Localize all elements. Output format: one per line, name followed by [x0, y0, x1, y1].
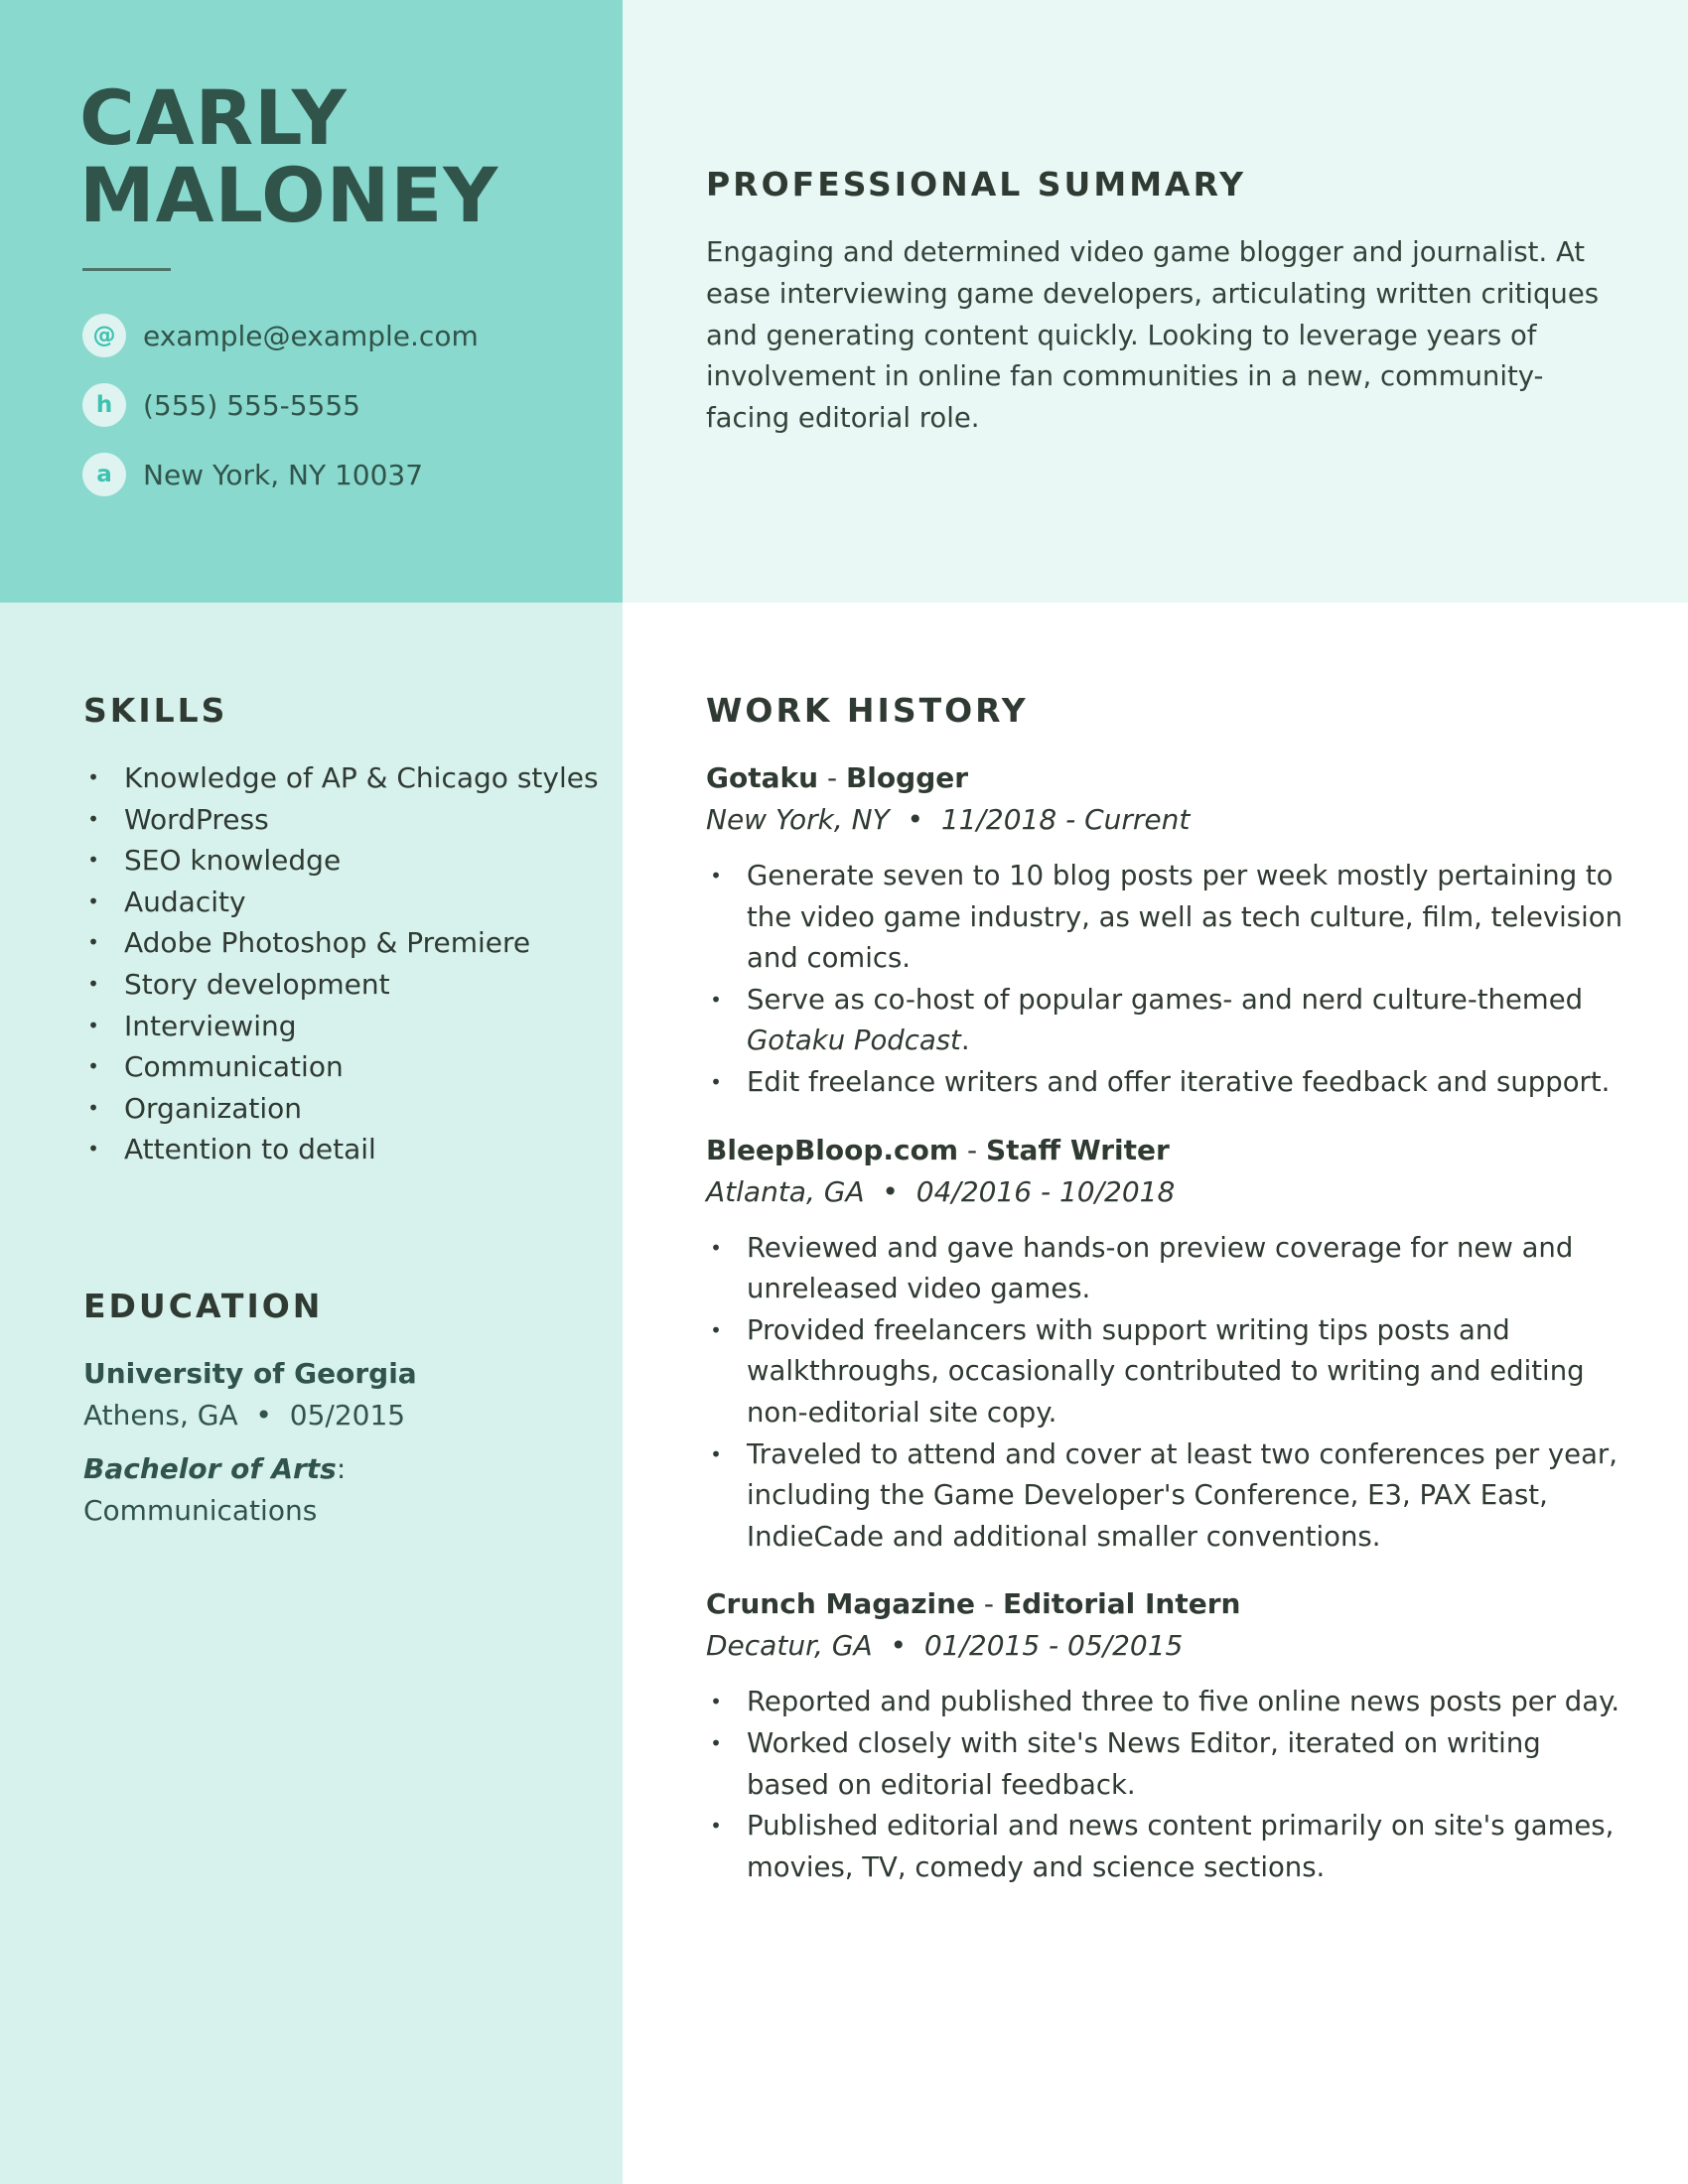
company-name: Crunch Magazine: [706, 1587, 976, 1621]
skill-item: [83, 1046, 600, 1088]
skill-text: Story development: [124, 967, 390, 1001]
job-title: Editorial Intern: [1002, 1587, 1241, 1621]
skill-item: [83, 757, 600, 799]
bullet-icon: •: [87, 765, 99, 789]
job-title: Staff Writer: [985, 1133, 1170, 1166]
degree-field: Communications: [83, 1494, 318, 1527]
bullet-icon: •: [87, 930, 99, 955]
duty-text: Traveled to attend and cover at least two conferences per year, including the Game Developer's Conference, E3, PAX East, IndieCade and additional smaller conventions.: [747, 1437, 1618, 1553]
duty-text: Reported and published three to five online news posts per day.: [747, 1686, 1620, 1718]
bullet-icon: •: [710, 1069, 722, 1094]
work-history-section: [706, 691, 1629, 1888]
degree-line: [83, 1448, 600, 1532]
duty-item: [706, 1723, 1629, 1806]
summary-text: Engaging and determined video game blogger and journalist. At ease interviewing game developers, articulating written critiques and generating content quickly. Looking to leverage years of involvement in online fan communities in a new, community-facing editorial role.: [706, 236, 1600, 435]
skill-text: SEO knowledge: [124, 844, 342, 878]
contact-address: [82, 453, 479, 496]
first-name: CARLY: [79, 73, 348, 162]
bullet-icon: •: [710, 1317, 722, 1342]
bullet-icon: •: [710, 1235, 722, 1260]
duty-item: [706, 1806, 1629, 1888]
skill-item: [83, 840, 600, 882]
duty-text: Provided freelancers with support writing tips posts and walkthroughs, occasionally contributed to writing and editing non-editorial site copy.: [747, 1313, 1585, 1429]
duty-item: [706, 1310, 1629, 1434]
skill-text: Organization: [124, 1091, 303, 1125]
bullet-icon: •: [87, 1054, 99, 1079]
podcast-name: Gotaku Podcast: [747, 1024, 961, 1057]
job-title: Blogger: [845, 761, 969, 794]
email-text[interactable]: example@example.com: [143, 319, 479, 352]
duty-item: [706, 856, 1629, 980]
phone-text[interactable]: (555) 555-5555: [143, 388, 360, 422]
duty-text-end: .: [960, 1024, 970, 1057]
bullet-icon: •: [710, 864, 722, 887]
bullet-icon: •: [710, 1814, 722, 1839]
meta-separator: •: [882, 1174, 899, 1208]
job-duties-list: [706, 856, 1629, 1104]
skill-text: Knowledge of AP & Chicago styles: [124, 761, 599, 794]
bullet-icon: •: [710, 987, 722, 1012]
contact-email: [82, 314, 479, 357]
summary-heading: PROFESSIONAL SUMMARY: [706, 165, 1247, 204]
bullet-icon: •: [87, 806, 99, 831]
bullet-icon: •: [87, 1013, 99, 1037]
contact-list: [82, 314, 479, 522]
job-meta: [706, 1171, 1629, 1213]
duty-text: Reviewed and gave hands-on preview coverage for new and unreleased video games.: [747, 1231, 1574, 1305]
education-heading: EDUCATION: [83, 1287, 324, 1325]
school-location: Athens, GA: [83, 1399, 238, 1432]
contact-phone: [82, 383, 479, 427]
job-title-line: [706, 757, 1629, 799]
bullet-icon: •: [710, 1730, 722, 1755]
skills-heading: SKILLS: [83, 691, 228, 730]
job-location: New York, NY: [706, 803, 890, 836]
bullet-icon: •: [87, 1137, 99, 1161]
skill-item: [83, 882, 600, 923]
meta-separator: •: [255, 1399, 272, 1432]
job-location: Decatur, GA: [706, 1629, 873, 1663]
duty-text: Published editorial and news content primarily on site's games, movies, TV, comedy and science sections.: [747, 1810, 1615, 1883]
duty-text: Edit freelance writers and offer iterative feedback and support.: [747, 1065, 1611, 1098]
job-entry: [706, 757, 1629, 1104]
professional-summary-section: [706, 165, 1619, 440]
job-duties-list: [706, 1682, 1629, 1888]
bullet-icon: •: [87, 971, 99, 996]
skill-text: Audacity: [124, 885, 246, 918]
duty-item: [706, 1682, 1629, 1723]
degree-name: Bachelor of Arts: [83, 1452, 337, 1485]
title-dash: -: [818, 761, 846, 794]
company-name: Gotaku: [706, 761, 819, 794]
duty-text: Serve as co-host of popular games- and nerd culture-themed: [747, 983, 1584, 1016]
bullet-icon: •: [87, 848, 99, 873]
job-location: Atlanta, GA: [706, 1174, 865, 1208]
job-meta: [706, 799, 1629, 841]
duty-item: [706, 980, 1629, 1062]
skill-item: [83, 1006, 600, 1047]
last-name: MALONEY: [79, 151, 499, 239]
graduation-date: 05/2015: [289, 1399, 406, 1432]
job-entry: [706, 1130, 1629, 1559]
job-title-line: [706, 1130, 1629, 1171]
skills-section: [83, 691, 600, 1170]
title-dash: -: [958, 1133, 986, 1166]
skill-text: Interviewing: [124, 1009, 297, 1042]
skill-item: [83, 922, 600, 964]
title-dash: -: [975, 1587, 1003, 1621]
bullet-icon: •: [710, 1441, 722, 1466]
skill-item: [83, 1088, 600, 1130]
job-dates: 04/2016 - 10/2018: [915, 1174, 1176, 1208]
candidate-name: [79, 73, 596, 239]
school-name: University of Georgia: [83, 1357, 417, 1390]
job-title-line: [706, 1583, 1629, 1625]
skill-item: [83, 964, 600, 1006]
skills-list: [83, 757, 600, 1170]
skill-text: Attention to detail: [124, 1133, 376, 1166]
meta-separator: •: [907, 803, 924, 836]
skill-text: Adobe Photoshop & Premiere: [124, 926, 531, 960]
job-duties-list: [706, 1228, 1629, 1559]
skill-item: [83, 799, 600, 841]
skill-text: WordPress: [124, 802, 269, 836]
duty-text: Generate seven to 10 blog posts per week mostly pertaining to the video game industry, as well as tech culture, film, television and comics.: [747, 860, 1623, 975]
address-text: New York, NY 10037: [143, 458, 424, 491]
job-dates: 01/2015 - 05/2015: [923, 1629, 1184, 1663]
skill-text: Communication: [124, 1050, 344, 1084]
duty-item: [706, 1062, 1629, 1104]
duty-text: Worked closely with site's News Editor, iterated on writing based on editorial feedback.: [747, 1726, 1541, 1801]
address-icon: a: [82, 453, 126, 496]
skill-item: [83, 1129, 600, 1170]
at-icon: @: [82, 314, 126, 357]
education-section: [83, 1287, 600, 1532]
home-phone-icon: h: [82, 383, 126, 427]
name-divider: [82, 268, 171, 271]
job-dates: 11/2018 - Current: [940, 803, 1191, 836]
job-entry: [706, 1583, 1629, 1888]
bullet-icon: •: [87, 1095, 99, 1120]
degree-colon: :: [336, 1452, 347, 1485]
duty-item: [706, 1228, 1629, 1310]
job-meta: [706, 1625, 1629, 1667]
bullet-icon: •: [710, 1690, 722, 1714]
company-name: BleepBloop.com: [706, 1133, 959, 1166]
duty-item: [706, 1434, 1629, 1559]
bullet-icon: •: [87, 888, 99, 913]
education-meta: [83, 1395, 600, 1436]
work-history-heading: WORK HISTORY: [706, 691, 1029, 730]
meta-separator: •: [890, 1629, 907, 1663]
